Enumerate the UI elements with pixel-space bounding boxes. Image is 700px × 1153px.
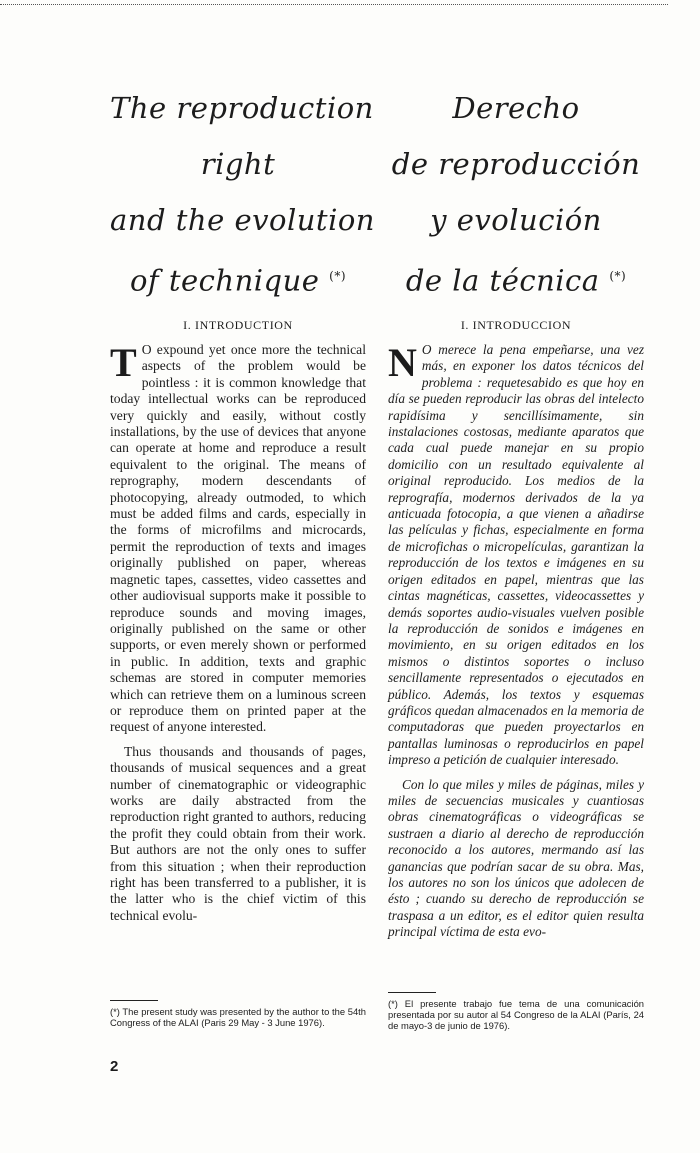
top-rule	[0, 4, 668, 5]
english-paragraph-1	[110, 342, 366, 736]
spanish-paragraph-1-text: O merece la pena empeñarse, una vez más, en exponer los datos técnicos del problema : requetesabido es que hoy en día se pueden reproducir las obras del intelecto rapidísima y sencillísimamente, sin instalaciones costosas, mediante aparatos que cada cual puede manejar en su propio domicilio con un resultado equivalente al original reproducido. Los medios de la reprografía, modernos derivados de la ya anticuada fotocopia, a que vienen a añadirse las películas y fichas, especialmente en forma de microfichas o micropelículas, garantizan la reproducción de los textos e imágenes en su origen editados en papel, mientras que las cintas magnéticas, cassettes, videocassettes y demás soportes audio-visuales vuelven posible la reproducción de sonidos e imágenes en movimiento, en su origen editados en los mismos o distintos soportes o incluso sencillamente representados o ejecutados en público. Además, los textos y esquemas gráficos quedan almacenados en la memoria de computadoras que pueden proyectarlos en pantallas luminosas o reproducirlos en papel impreso a petición de cualquier interesado.	[388, 342, 644, 768]
english-title-line-1: The reproduction	[110, 91, 374, 125]
english-title-footnote-mark: (*)	[329, 269, 347, 283]
english-title-line-4	[110, 248, 366, 309]
spanish-title-line-4-text: de la técnica	[405, 263, 600, 298]
spanish-paragraph-1	[388, 342, 644, 769]
english-title	[110, 80, 375, 298]
spanish-dropcap: N	[388, 340, 417, 385]
page-number: 2	[110, 1058, 119, 1075]
spanish-title	[388, 80, 644, 298]
english-title-line-2: right	[200, 147, 276, 181]
english-dropcap: T	[110, 340, 137, 385]
spanish-paragraph-2: Con lo que miles y miles de páginas, miles y miles de secuencias musicales y cuantiosas obras cinematográficas o videográficas se sustraen a diario al derecho de reproducción reconocido a los autores, mermando así las ganancias que podrían sacar de su obra. Mas, los autores no son los únicos que adolecen de ésto ; cuando su derecho de reproducción se traspasa a un editor, es el editor quien resulta principal víctima de esta evo-	[388, 776, 644, 940]
spanish-body	[388, 342, 644, 941]
spanish-title-footnote-mark: (*)	[609, 269, 627, 283]
english-title-line-4-text: of technique	[129, 263, 320, 298]
spanish-title-line-3: y evolución	[430, 203, 602, 237]
spanish-title-line-1: Derecho	[452, 91, 580, 125]
spanish-section-heading: I. INTRODUCCION	[460, 318, 572, 332]
english-title-line-3: and the evolution	[110, 203, 375, 237]
english-body	[110, 342, 366, 924]
spanish-title-line-4	[388, 248, 644, 309]
english-paragraph-2: Thus thousands and thousands of pages, thousands of musical sequences and a great number of cinematographic or videographic works are daily abstracted from the reproduction right granted to authors, reducing the profit they could obtain from their work. But authors are not the only ones to suffer from this situation ; when their reproduction right has been transferred to a publisher, it is the latter who is the chief victim of this technical evolu-	[110, 743, 366, 923]
spanish-footnote-rule	[388, 992, 436, 993]
english-footnote: (*) The present study was presented by the author to the 54th Congress of the ALAI (Paris 29 May - 3 June 1976).	[110, 1006, 366, 1028]
english-footnote-rule	[110, 1000, 158, 1001]
spanish-title-line-2: de reproducción	[391, 147, 641, 181]
english-paragraph-1-text: O expound yet once more the technical aspects of the problem would be pointless : it is common knowledge that today intellectual works can be reproduced very quickly and easily, without costly installations, by the use of devices that anyone can operate at home and reproduce a result equivalent to the original. The means of reprography, modern descendants of photocopying, already outmoded, to which must be added films and cards, especially in the forms of microfilms and microcards, permit the reproduction of texts and images originally published on paper, whereas magnetic tapes, cassettes, video cassettes and other audiovisual supports make it possible to reproduce sounds and moving images, originally published on the same or other supports, or even merely shown or performed in public. In addition, texts and graphic schemas are stored in computer memories which can retrieve them on a luminous screen or reproduce them on printed paper at the request of anyone interested.	[110, 342, 366, 735]
spanish-footnote: (*) El presente trabajo fue tema de una comunicación presentada por su autor al 54 Congreso de la ALAI (París, 24 de mayo-3 de junio de 1976).	[388, 998, 644, 1031]
english-section-heading: I. INTRODUCTION	[183, 318, 293, 332]
